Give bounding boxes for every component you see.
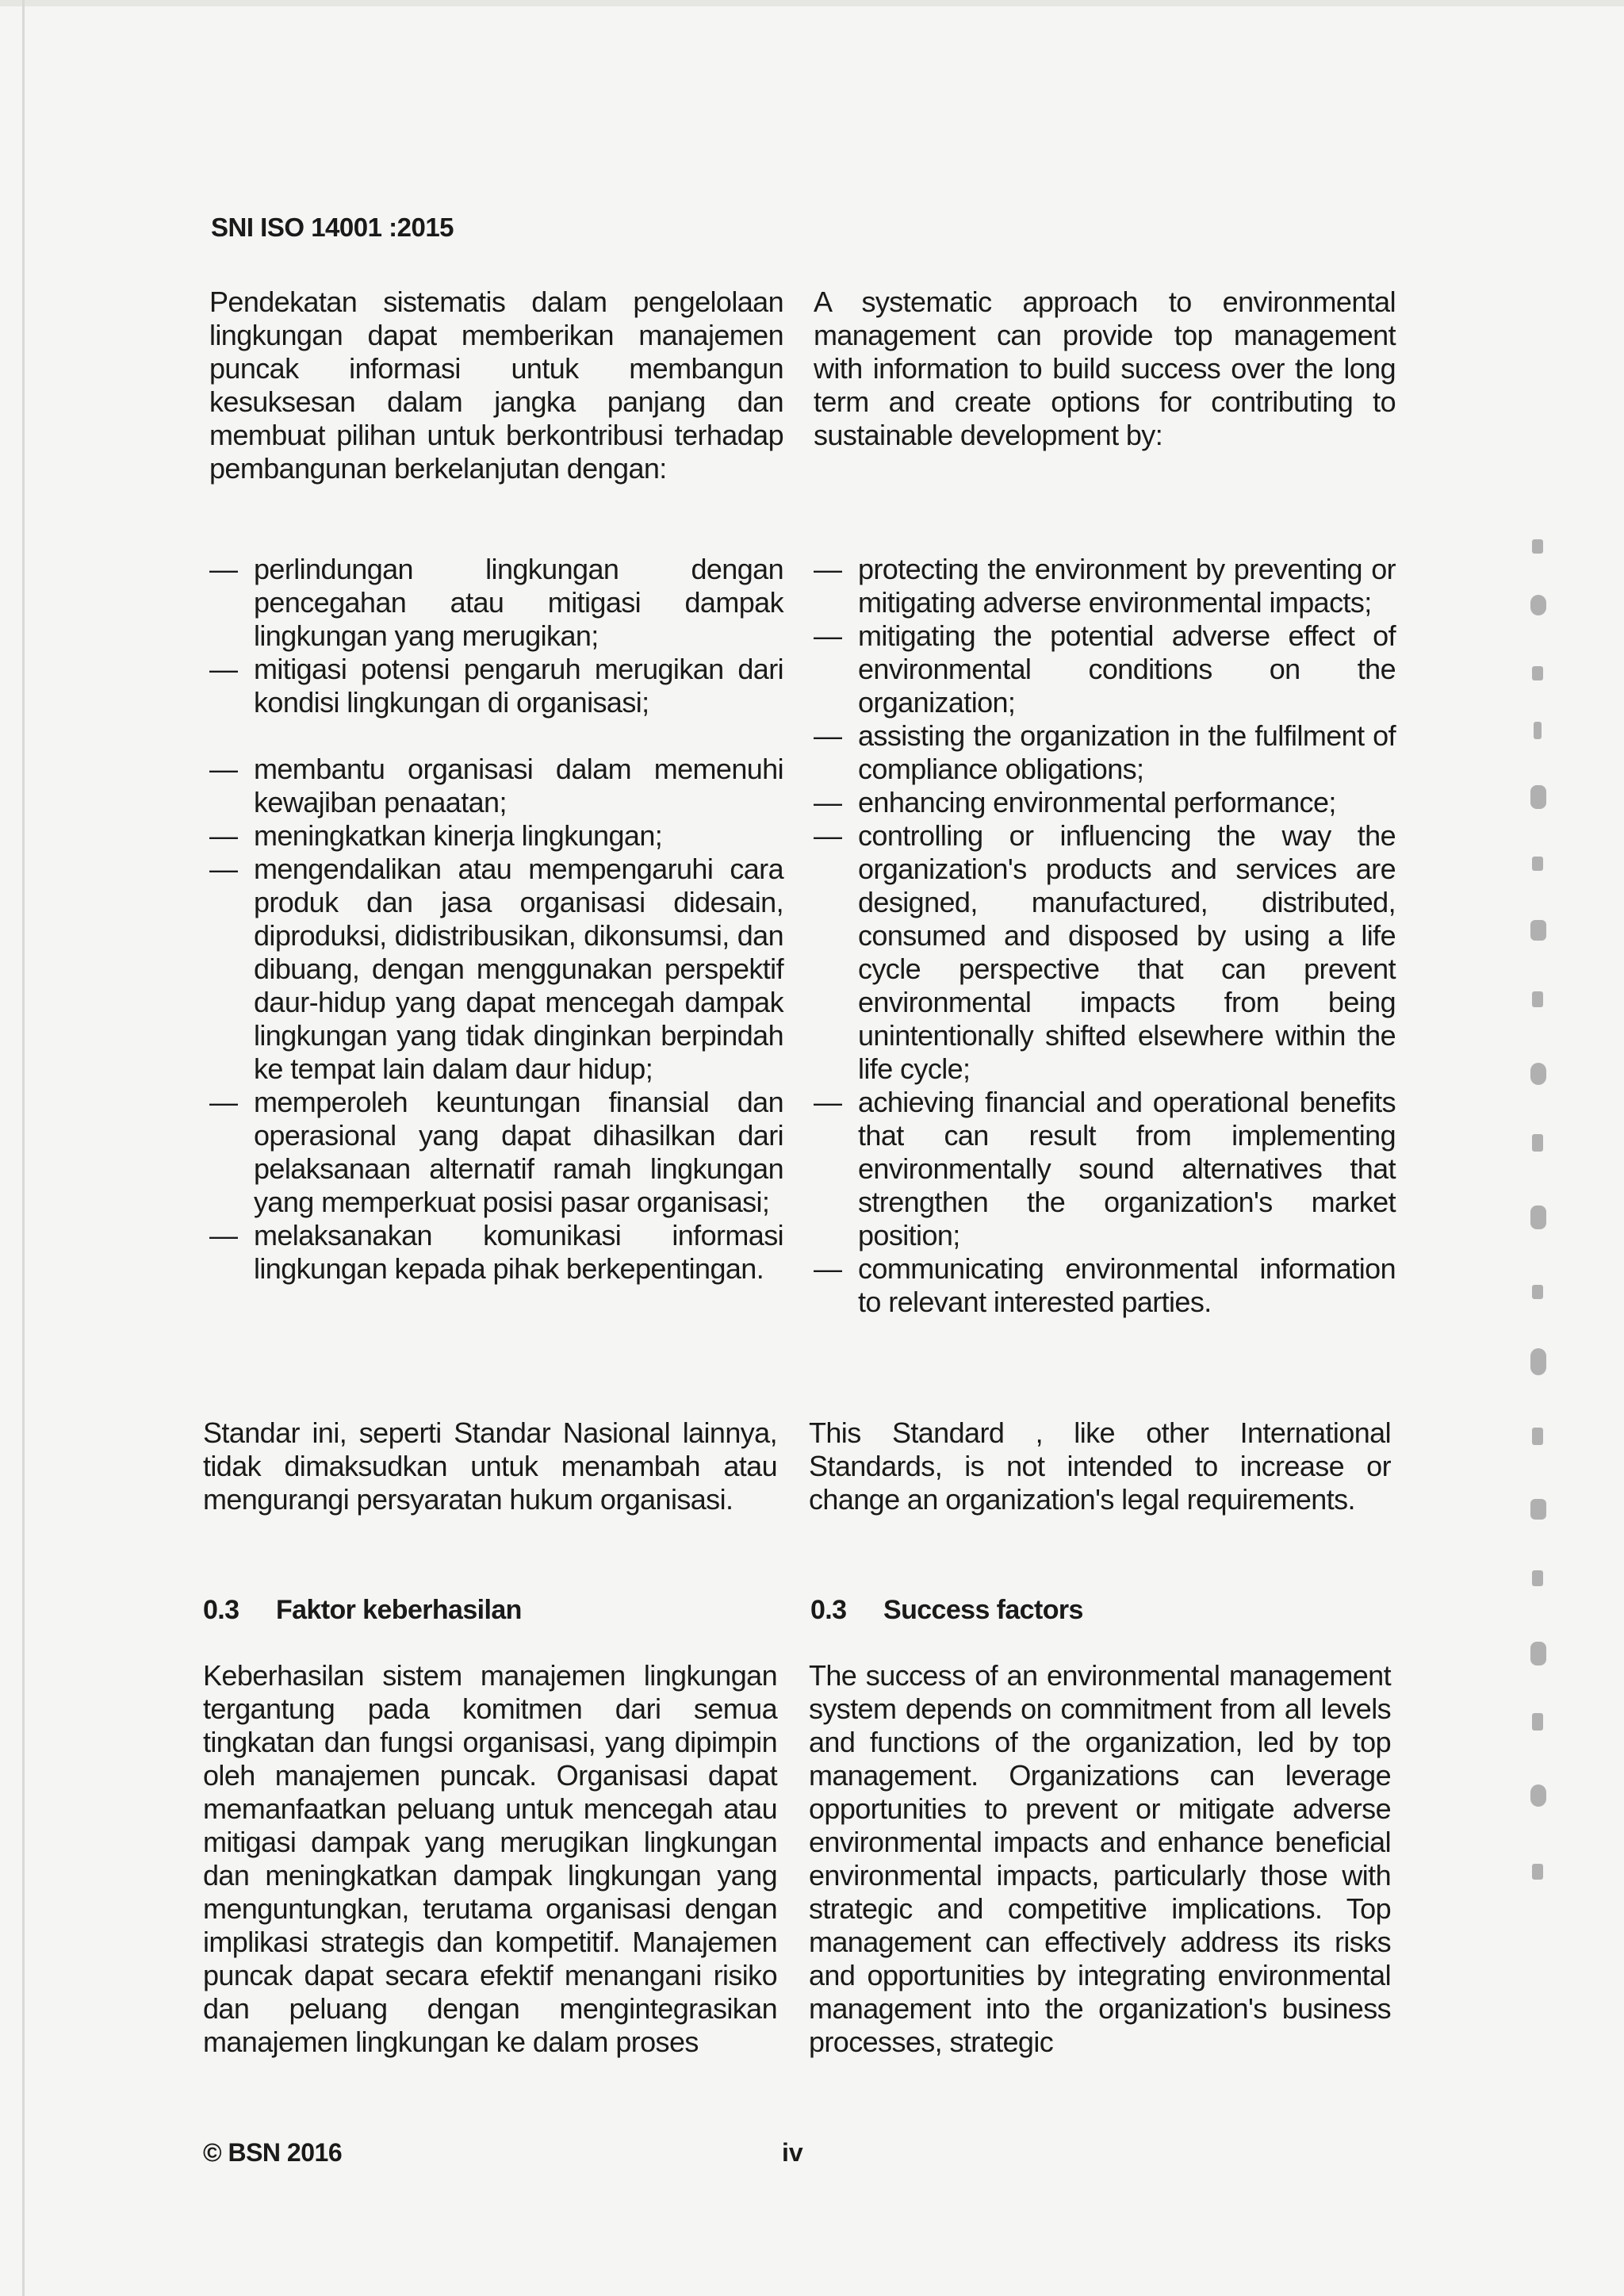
- footer-copyright: © BSN 2016: [203, 2138, 343, 2167]
- standard-note-en: [809, 1416, 1391, 1516]
- bullet-list-en: [814, 553, 1396, 1319]
- intro-en: [814, 286, 1396, 452]
- section-title-id: Faktor keberhasilan: [276, 1595, 522, 1625]
- list-item: — membantu organisasi dalam memenuhi kewajiban penaatan;: [209, 753, 783, 819]
- standard-note-paragraph-id: Standar ini, seperti Standar Nasional lainnya, tidak dimaksudkan untuk menambah atau mengurangi persyaratan hukum organisasi.: [203, 1416, 777, 1516]
- list-item: — meningkatkan kinerja lingkungan;: [209, 819, 783, 853]
- section-body-id: [203, 1659, 777, 2059]
- side-watermark-glyphs: [1516, 523, 1564, 1935]
- list-item: — protecting the environment by preventing or mitigating adverse environmental impacts;: [814, 553, 1396, 619]
- list-item: — mitigasi potensi pengaruh merugikan dari kondisi lingkungan di organisasi;: [209, 653, 783, 719]
- document-code: SNI ISO 14001 :2015: [211, 213, 454, 242]
- list-item: — assisting the organization in the fulfilment of compliance obligations;: [814, 719, 1396, 786]
- page-top-edge: [0, 0, 1624, 6]
- section-title-en: Success factors: [883, 1595, 1083, 1625]
- list-item: — mitigating the potential adverse effect of environmental conditions on the organization;: [814, 619, 1396, 719]
- section-paragraph-id: Keberhasilan sistem manajemen lingkungan tergantung pada komitmen dari semua tingkatan dan fungsi organisasi, yang dipimpin oleh manajemen puncak. Organisasi dapat memanfaatkan peluang untuk mencegah atau mitigasi dampak yang merugikan lingkungan dan meningkatkan dampak lingkungan yang menguntungkan, terutama organisasi dengan implikasi strategis dan kompetitif. Manajemen puncak dapat secara efektif menangani risiko dan peluang dengan mengintegrasikan manajemen lingkungan ke dalam proses: [203, 1659, 777, 2058]
- list-item: — perlindungan lingkungan dengan pencegahan atau mitigasi dampak lingkungan yang merugikan;: [209, 553, 783, 653]
- intro-paragraph-en: A systematic approach to environmental management can provide top management with information to build success over the long term and create options for contributing to sustainable development by:: [814, 286, 1396, 451]
- section-paragraph-en: The success of an environmental management system depends on commitment from all levels and functions of the organization, led by top management. Organizations can leverage opportunities to prevent or mitigate adverse environmental impacts and enhance beneficial environmental impacts, particularly those with strategic and competitive implications. Top management can effectively address its risks and opportunities by integrating environmental management into the organization's business processes, strategic: [809, 1659, 1391, 2058]
- list-item: — memperoleh keuntungan finansial dan operasional yang dapat dihasilkan dari pelaksanaan alternatif ramah lingkungan yang memperkuat posisi pasar organisasi;: [209, 1086, 783, 1219]
- page-left-edge: [22, 0, 25, 2296]
- side-watermark: [1500, 523, 1564, 1935]
- section-heading-id: [203, 1594, 777, 1626]
- list-item: — enhancing environmental performance;: [814, 786, 1396, 819]
- page-number: iv: [782, 2138, 803, 2167]
- list-item: — controlling or influencing the way the organization's products and services are designed, manufactured, distributed, consumed and disposed by using a life cycle perspective that can prevent environmental impacts from being unintentionally shifted elsewhere within the life cycle;: [814, 819, 1396, 1086]
- standard-note-paragraph-en: This Standard , like other International Standards, is not intended to increase or change an organization's legal requirements.: [809, 1416, 1391, 1516]
- list-item: — communicating environmental information to relevant interested parties.: [814, 1252, 1396, 1319]
- intro-paragraph-id: Pendekatan sistematis dalam pengelolaan lingkungan dapat memberikan manajemen puncak informasi untuk membangun kesuksesan dalam jangka panjang dan membuat pilihan untuk berkontribusi terhadap pembangunan berkelanjutan dengan:: [209, 286, 783, 485]
- intro-id: [209, 286, 783, 485]
- standard-note-id: [203, 1416, 777, 1516]
- list-item: — melaksanakan komunikasi informasi lingkungan kepada pihak berkepentingan.: [209, 1219, 783, 1286]
- section-body-en: [809, 1659, 1391, 2059]
- section-number: 0.3: [203, 1595, 239, 1625]
- section-number: 0.3: [810, 1595, 847, 1625]
- list-item: — achieving financial and operational benefits that can result from implementing environmentally sound alternatives that strengthen the organization's market position;: [814, 1086, 1396, 1252]
- list-item: — mengendalikan atau mempengaruhi cara produk dan jasa organisasi didesain, diproduksi, didistribusikan, dikonsumsi, dan dibuang, dengan menggunakan perspektif daur-hidup yang dapat mencegah dampak lingkungan yang tidak dinginkan berpindah ke tempat lain dalam daur hidup;: [209, 853, 783, 1086]
- bullet-list-id: [209, 553, 783, 1286]
- section-heading-en: [810, 1594, 1392, 1626]
